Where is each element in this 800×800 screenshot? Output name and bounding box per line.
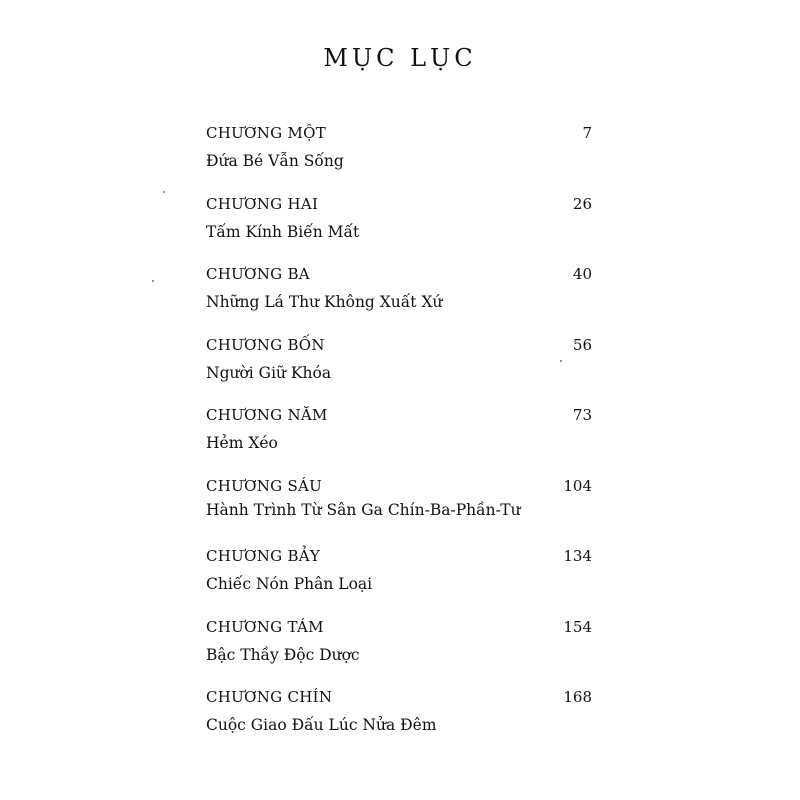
page-number: 26 <box>572 194 592 213</box>
chapter-label: CHƯƠNG BỐN <box>206 335 325 354</box>
chapter-label: CHƯƠNG BẢY <box>206 547 321 565</box>
chapter-label: CHƯƠNG TÁM <box>206 617 324 636</box>
chapter-label: CHƯƠNG NĂM <box>206 406 328 424</box>
chapter-label: CHƯƠNG CHÍN <box>206 688 333 706</box>
chapter-title: Hành Trình Từ Sân Ga Chín-Ba-Phần-Tư <box>206 500 521 519</box>
chapter-label: CHƯƠNG MỘT <box>206 124 327 142</box>
print-speck <box>152 280 154 282</box>
chapter-title: Bậc Thầy Độc Dược <box>206 645 360 664</box>
page-number: 56 <box>572 335 592 354</box>
print-speck <box>163 191 165 193</box>
page-number: 40 <box>572 265 592 283</box>
toc-entry-4 <box>206 336 592 407</box>
page-number: 7 <box>582 124 592 142</box>
toc-entry-3 <box>206 265 592 336</box>
chapter-title: Hẻm Xéo <box>206 434 278 452</box>
page-number: 134 <box>563 547 592 565</box>
table-of-contents <box>206 124 592 759</box>
chapter-title: Cuộc Giao Đấu Lúc Nửa Đêm <box>206 716 437 734</box>
toc-entry-7 <box>206 547 592 618</box>
page-number: 73 <box>572 406 592 424</box>
print-speck <box>560 360 562 362</box>
page-number: 168 <box>563 688 592 706</box>
chapter-title: Những Lá Thư Không Xuất Xứ <box>206 293 443 311</box>
toc-entry-8 <box>206 618 592 689</box>
chapter-title: Tấm Kính Biến Mất <box>206 222 360 241</box>
chapter-label: CHƯƠNG BA <box>206 265 310 283</box>
page-number: 104 <box>563 476 592 495</box>
toc-entry-2 <box>206 195 592 266</box>
page-title: MỤC LỤC <box>323 44 477 72</box>
toc-entry-5 <box>206 406 592 477</box>
chapter-title: Người Giữ Khóa <box>206 363 332 382</box>
toc-entry-6 <box>206 477 592 548</box>
chapter-title: Chiếc Nón Phân Loại <box>206 575 373 593</box>
toc-entry-1 <box>206 124 592 195</box>
chapter-title: Đứa Bé Vẫn Sống <box>206 152 344 170</box>
toc-entry-9 <box>206 688 592 759</box>
chapter-label: CHƯƠNG HAI <box>206 194 319 213</box>
chapter-label: CHƯƠNG SÁU <box>206 476 323 495</box>
page-number: 154 <box>563 617 592 636</box>
